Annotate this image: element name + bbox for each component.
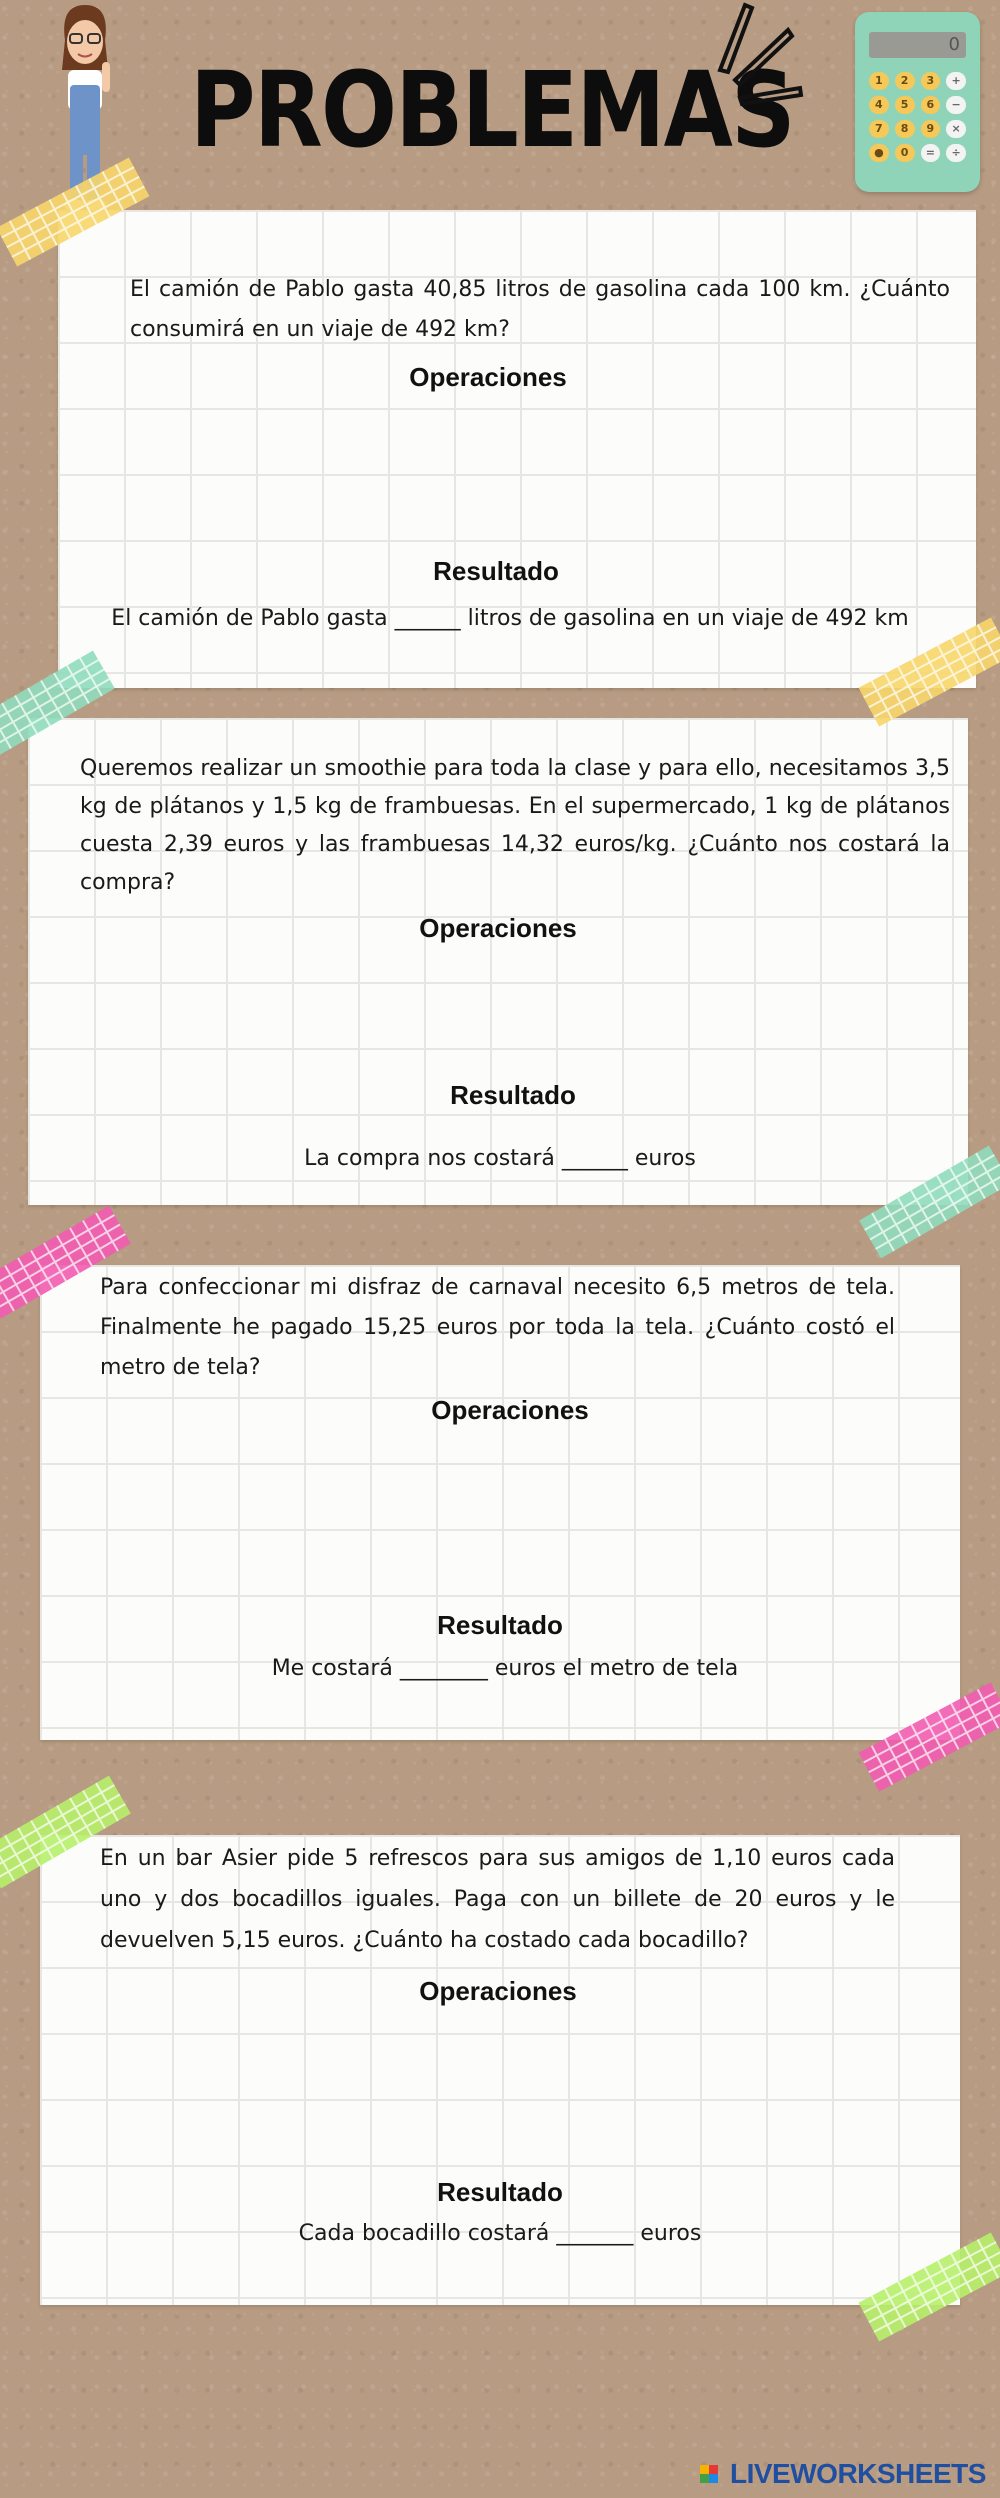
calculator-keypad	[869, 72, 966, 162]
emphasis-rays-icon	[700, 0, 810, 110]
calculator-illustration	[855, 12, 980, 192]
calculator-key: 9	[921, 120, 941, 138]
problem-1-answer-sentence: El camión de Pablo gasta ______ litros de gasolina en un viaje de 492 km	[111, 606, 909, 631]
calculator-key: ÷	[946, 144, 966, 162]
calculator-key: 7	[869, 120, 889, 138]
calculator-key: 0	[895, 144, 915, 162]
problem-1-operations-label: Operaciones	[409, 362, 567, 392]
calculator-key: 1	[869, 72, 889, 90]
calculator-key: ×	[946, 120, 966, 138]
calculator-key: 2	[895, 72, 915, 90]
problem-3-statement: Para confeccionar mi disfraz de carnaval necesito 6,5 metros de tela. Finalmente he pagado 15,25 euros por toda la tela. ¿Cuánto costó el metro de tela?	[100, 1275, 895, 1380]
calculator-key: 5	[895, 96, 915, 114]
problem-2-result-label: Resultado	[450, 1080, 576, 1110]
calculator-key: 6	[921, 96, 941, 114]
problem-3-operations-label: Operaciones	[431, 1395, 589, 1425]
calculator-key: ●	[869, 144, 889, 162]
problem-3-answer-sentence: Me costará ________ euros el metro de tela	[271, 1656, 739, 1681]
problem-2-operations-area[interactable]	[40, 955, 955, 1070]
liveworksheets-logo[interactable]	[700, 2457, 986, 2491]
problem-4-answer-sentence: Cada bocadillo costará _______ euros	[298, 2221, 702, 2246]
problem-2-answer-sentence: La compra nos costará ______ euros	[304, 1146, 696, 1171]
problem-3-operations-area[interactable]	[55, 1440, 945, 1600]
problem-1-operations-area[interactable]	[70, 405, 960, 545]
problem-3-result-label: Resultado	[437, 1610, 563, 1640]
problem-1-result-label: Resultado	[433, 556, 559, 586]
problem-4-operations-label: Operaciones	[419, 1976, 577, 2006]
calculator-key: 3	[921, 72, 941, 90]
calculator-key: −	[946, 96, 966, 114]
problem-2-statement: Queremos realizar un smoothie para toda la clase y para ello, necesitamos 3,5 kg de plátanos y 1,5 kg de frambuesas. En el supermercado, 1 kg de plátanos cuesta 2,39 euros y las frambuesas 14,32 euros/kg. ¿Cuánto nos costará la compra?	[80, 756, 950, 895]
calculator-key: =	[921, 144, 941, 162]
problem-2-operations-label: Operaciones	[419, 913, 577, 943]
liveworksheets-mark-icon	[700, 2461, 726, 2487]
problem-4-operations-area[interactable]	[55, 2020, 945, 2170]
calculator-key: 8	[895, 120, 915, 138]
problem-4-result-label: Resultado	[437, 2177, 563, 2207]
calculator-key: 4	[869, 96, 889, 114]
calculator-key: +	[946, 72, 966, 90]
problem-1-statement: El camión de Pablo gasta 40,85 litros de gasolina cada 100 km. ¿Cuánto consumirá en un viaje de 492 km?	[130, 277, 950, 342]
liveworksheets-logo-text: LIVEWORKSHEETS	[730, 2458, 986, 2489]
page-title: PROBLEMAS	[190, 49, 794, 171]
calculator-display: 0	[869, 32, 966, 58]
problem-4-statement: En un bar Asier pide 5 refrescos para sus amigos de 1,10 euros cada uno y dos bocadillos iguales. Paga con un billete de 20 euros y le devuelven 5,15 euros. ¿Cuánto ha costado cada bocadillo?	[100, 1846, 895, 1953]
